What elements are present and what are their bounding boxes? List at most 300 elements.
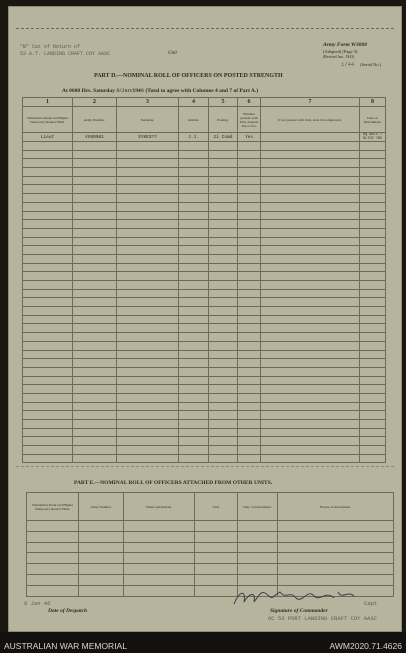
blank-cell — [79, 553, 124, 564]
blank-cell — [238, 150, 261, 159]
blank-cell — [209, 367, 238, 376]
blank-cell — [238, 168, 261, 177]
blank-cell — [209, 254, 238, 263]
blank-cell — [209, 341, 238, 350]
blank-table-row — [23, 185, 386, 194]
blank-cell — [209, 402, 238, 411]
blank-cell — [238, 542, 278, 553]
blank-cell — [360, 246, 386, 255]
blank-cell — [79, 574, 124, 585]
blank-table-row — [23, 150, 386, 159]
blank-cell — [360, 289, 386, 298]
blank-cell — [23, 359, 73, 368]
blank-table-row — [23, 376, 386, 385]
blank-cell — [360, 281, 386, 290]
blank-cell — [117, 298, 179, 307]
blank-cell — [209, 437, 238, 446]
blank-cell — [209, 272, 238, 281]
blank-cell — [179, 367, 209, 376]
blank-cell — [117, 168, 179, 177]
blank-cell — [117, 376, 179, 385]
blank-cell — [261, 228, 360, 237]
blank-cell — [179, 333, 209, 342]
blank-table-row — [23, 333, 386, 342]
blank-cell — [73, 211, 117, 220]
blank-table-row — [23, 367, 386, 376]
blank-cell — [23, 402, 73, 411]
blank-cell — [117, 393, 179, 402]
blank-cell — [238, 307, 261, 316]
blank-cell — [238, 263, 261, 272]
blank-cell — [23, 333, 73, 342]
blank-cell — [179, 185, 209, 194]
blank-cell — [238, 202, 261, 211]
blank-cell — [360, 411, 386, 420]
blank-cell — [117, 220, 179, 229]
blank-cell — [238, 420, 261, 429]
blank-cell — [261, 281, 360, 290]
blank-cell — [27, 574, 79, 585]
blank-cell — [360, 393, 386, 402]
blank-cell — [360, 367, 386, 376]
blank-cell — [73, 228, 117, 237]
blank-cell — [73, 359, 117, 368]
blank-cell — [195, 553, 238, 564]
col-number: 6 — [238, 98, 261, 107]
blank-table-row — [23, 393, 386, 402]
header-army-number: Army Number. — [73, 107, 117, 133]
header-attachment-nature: Nature of Attachment. — [278, 493, 394, 521]
blank-cell — [238, 446, 261, 455]
part-d-table — [22, 97, 386, 463]
header-surname: Surname. — [117, 107, 179, 133]
blank-cell — [73, 272, 117, 281]
blank-table-row — [23, 246, 386, 255]
blank-cell — [73, 411, 117, 420]
blank-table-row — [23, 402, 386, 411]
serial-label: (Serial No.) — [360, 62, 382, 67]
blank-cell — [278, 553, 394, 564]
blank-cell — [209, 411, 238, 420]
despatch-label: Date of Despatch — [48, 608, 88, 614]
blank-table-row — [23, 281, 386, 290]
blank-cell — [238, 237, 261, 246]
blank-cell — [278, 564, 394, 575]
blank-cell — [238, 393, 261, 402]
cell-surname: SYKES?? — [117, 133, 179, 142]
blank-cell — [117, 150, 179, 159]
blank-table-row — [23, 254, 386, 263]
blank-cell — [73, 376, 117, 385]
blank-cell — [209, 307, 238, 316]
cell-posting: 2i Comd — [209, 133, 238, 142]
blank-cell — [238, 194, 261, 203]
blank-cell — [179, 289, 209, 298]
blank-cell — [360, 211, 386, 220]
blank-table-row — [23, 202, 386, 211]
blank-cell — [238, 367, 261, 376]
blank-cell — [73, 150, 117, 159]
blank-cell — [124, 574, 195, 585]
blank-cell — [261, 385, 360, 394]
blank-table-row — [23, 298, 386, 307]
blank-cell — [23, 272, 73, 281]
blank-cell — [209, 142, 238, 151]
col-number: 3 — [117, 98, 179, 107]
blank-cell — [209, 237, 238, 246]
blank-cell — [23, 150, 73, 159]
blank-cell — [209, 315, 238, 324]
blank-cell — [238, 376, 261, 385]
unit-label: Unit — [168, 51, 177, 56]
blank-cell — [23, 220, 73, 229]
blank-cell — [23, 315, 73, 324]
blank-cell — [209, 202, 238, 211]
blank-cell — [117, 211, 179, 220]
blank-cell — [179, 324, 209, 333]
blank-cell — [23, 289, 73, 298]
blank-cell — [73, 289, 117, 298]
blank-cell — [261, 350, 360, 359]
part-e-table — [26, 492, 394, 597]
blank-cell — [209, 454, 238, 463]
blank-table-row — [23, 228, 386, 237]
blank-table-row — [23, 159, 386, 168]
blank-cell — [238, 185, 261, 194]
blank-cell — [124, 553, 195, 564]
blank-cell — [27, 531, 79, 542]
blank-table-row — [23, 220, 386, 229]
blank-cell — [179, 402, 209, 411]
blank-cell — [179, 385, 209, 394]
cell-army-number: VX00081 — [73, 133, 117, 142]
blank-cell — [261, 211, 360, 220]
blank-cell — [79, 531, 124, 542]
blank-cell — [79, 542, 124, 553]
blank-cell — [179, 359, 209, 368]
blank-cell — [261, 393, 360, 402]
blank-cell — [209, 211, 238, 220]
blank-cell — [117, 194, 179, 203]
blank-cell — [117, 428, 179, 437]
blank-cell — [261, 315, 360, 324]
blank-cell — [117, 350, 179, 359]
blank-cell — [238, 211, 261, 220]
blank-cell — [73, 437, 117, 446]
blank-cell — [117, 411, 179, 420]
blank-cell — [73, 202, 117, 211]
caption-bar — [0, 632, 406, 653]
blank-cell — [238, 564, 278, 575]
blank-cell — [209, 376, 238, 385]
blank-cell — [179, 142, 209, 151]
blank-cell — [179, 376, 209, 385]
blank-cell — [209, 246, 238, 255]
blank-cell — [73, 385, 117, 394]
blank-cell — [238, 159, 261, 168]
blank-cell — [179, 272, 209, 281]
serial-value: 1/44 — [341, 61, 355, 68]
form-name: Army Form W3008 — [323, 42, 367, 48]
col-number: 1 — [23, 98, 73, 107]
blank-cell — [278, 574, 394, 585]
blank-cell — [360, 402, 386, 411]
col-number: 2 — [73, 98, 117, 107]
blank-cell — [179, 341, 209, 350]
unit-name: 53 A.T. LANDING CRAFT COY AASC — [20, 51, 111, 57]
blank-cell — [73, 428, 117, 437]
despatch-date: 8 Jan 46 — [24, 600, 51, 607]
blank-cell — [23, 307, 73, 316]
blank-cell — [73, 393, 117, 402]
blank-cell — [209, 289, 238, 298]
blank-cell — [73, 185, 117, 194]
blank-cell — [261, 454, 360, 463]
blank-cell — [360, 454, 386, 463]
blank-table-row — [23, 420, 386, 429]
blank-cell — [195, 531, 238, 542]
blank-cell — [73, 246, 117, 255]
blank-cell — [209, 150, 238, 159]
blank-cell — [360, 272, 386, 281]
blank-cell — [23, 446, 73, 455]
blank-table-row — [23, 211, 386, 220]
blank-cell — [360, 333, 386, 342]
blank-cell — [73, 446, 117, 455]
blank-cell — [278, 531, 394, 542]
blank-cell — [179, 150, 209, 159]
blank-cell — [261, 428, 360, 437]
blank-cell — [73, 367, 117, 376]
blank-cell — [360, 307, 386, 316]
blank-cell — [360, 254, 386, 263]
blank-table-row — [23, 341, 386, 350]
blank-cell — [209, 281, 238, 290]
blank-cell — [261, 333, 360, 342]
header-present: Whether present with Unit. Answer Yes or No. — [238, 107, 261, 133]
blank-cell — [117, 385, 179, 394]
cell-detachment-date: HQ ARTS ?OL?CE ?65 — [360, 133, 386, 142]
blank-cell — [73, 237, 117, 246]
blank-cell — [117, 176, 179, 185]
blank-cell — [195, 542, 238, 553]
blank-cell — [117, 185, 179, 194]
blank-cell — [23, 142, 73, 151]
blank-cell — [27, 553, 79, 564]
col-number: 4 — [179, 98, 209, 107]
blank-cell — [195, 521, 238, 532]
blank-cell — [73, 324, 117, 333]
blank-cell — [23, 376, 73, 385]
blank-cell — [179, 420, 209, 429]
blank-table-row — [23, 237, 386, 246]
blank-cell — [195, 574, 238, 585]
blank-cell — [261, 367, 360, 376]
blank-cell — [261, 185, 360, 194]
blank-cell — [261, 150, 360, 159]
blank-cell — [238, 254, 261, 263]
blank-table-row — [23, 194, 386, 203]
blank-table-row — [27, 521, 394, 532]
blank-cell — [278, 542, 394, 553]
commander-signature — [230, 586, 370, 610]
blank-cell — [209, 324, 238, 333]
blank-cell — [79, 564, 124, 575]
blank-cell — [238, 333, 261, 342]
header-posting: Posting. — [209, 107, 238, 133]
blank-cell — [238, 281, 261, 290]
blank-table-row — [23, 272, 386, 281]
blank-cell — [117, 281, 179, 290]
blank-cell — [73, 402, 117, 411]
blank-cell — [117, 272, 179, 281]
blank-cell — [117, 263, 179, 272]
cell-present: Yes — [238, 133, 261, 142]
blank-table-row — [23, 428, 386, 437]
blank-cell — [360, 446, 386, 455]
header-name-initials: Name and Initials. — [124, 493, 195, 521]
blank-cell — [261, 159, 360, 168]
blank-cell — [27, 521, 79, 532]
blank-cell — [73, 220, 117, 229]
blank-cell — [73, 168, 117, 177]
blank-cell — [238, 176, 261, 185]
blank-cell — [238, 142, 261, 151]
blank-cell — [238, 289, 261, 298]
unit-prefix: "B" Cat of Return of — [20, 44, 81, 50]
blank-cell — [23, 420, 73, 429]
blank-cell — [179, 228, 209, 237]
blank-cell — [238, 428, 261, 437]
blank-cell — [238, 402, 261, 411]
blank-cell — [73, 315, 117, 324]
blank-cell — [261, 237, 360, 246]
blank-cell — [117, 142, 179, 151]
blank-cell — [117, 254, 179, 263]
blank-cell — [238, 454, 261, 463]
blank-cell — [261, 254, 360, 263]
blank-cell — [209, 393, 238, 402]
blank-table-row — [23, 411, 386, 420]
blank-cell — [209, 298, 238, 307]
blank-cell — [23, 350, 73, 359]
blank-cell — [23, 428, 73, 437]
caption-left: AUSTRALIAN WAR MEMORIAL — [4, 641, 127, 651]
blank-cell — [261, 168, 360, 177]
blank-cell — [360, 220, 386, 229]
blank-cell — [238, 385, 261, 394]
blank-cell — [209, 385, 238, 394]
blank-table-row — [27, 574, 394, 585]
part-d-title: PART D.—NOMINAL ROLL OF OFFICERS ON POSTED STRENGTH — [94, 73, 283, 79]
blank-cell — [179, 281, 209, 290]
blank-table-row — [23, 437, 386, 446]
blank-cell — [23, 185, 73, 194]
section-divider — [16, 466, 394, 467]
col-number: 5 — [209, 98, 238, 107]
blank-cell — [179, 220, 209, 229]
blank-cell — [209, 159, 238, 168]
blank-cell — [360, 420, 386, 429]
blank-table-row — [23, 168, 386, 177]
blank-cell — [238, 220, 261, 229]
blank-cell — [179, 446, 209, 455]
blank-cell — [360, 194, 386, 203]
blank-cell — [360, 341, 386, 350]
blank-cell — [209, 220, 238, 229]
blank-cell — [238, 531, 278, 542]
blank-cell — [117, 202, 179, 211]
header-detachment-date: Date of Detachment. — [360, 107, 386, 133]
blank-cell — [179, 454, 209, 463]
blank-cell — [23, 176, 73, 185]
blank-cell — [261, 307, 360, 316]
blank-cell — [238, 553, 278, 564]
perforation-line — [16, 28, 394, 29]
blank-cell — [124, 542, 195, 553]
blank-cell — [261, 324, 360, 333]
blank-cell — [209, 168, 238, 177]
blank-cell — [23, 254, 73, 263]
blank-cell — [209, 420, 238, 429]
blank-cell — [179, 428, 209, 437]
blank-cell — [278, 521, 394, 532]
blank-cell — [261, 220, 360, 229]
blank-cell — [179, 315, 209, 324]
blank-cell — [179, 246, 209, 255]
blank-cell — [73, 298, 117, 307]
blank-cell — [209, 228, 238, 237]
blank-cell — [261, 142, 360, 151]
blank-cell — [238, 315, 261, 324]
header-employed: If not present with Unit, state how employed. — [261, 107, 360, 133]
blank-cell — [261, 420, 360, 429]
blank-cell — [238, 437, 261, 446]
blank-cell — [261, 359, 360, 368]
blank-cell — [23, 168, 73, 177]
blank-table-row — [23, 446, 386, 455]
blank-cell — [238, 574, 278, 585]
blank-cell — [238, 341, 261, 350]
blank-cell — [360, 176, 386, 185]
col-number: 7 — [261, 98, 360, 107]
blank-cell — [179, 159, 209, 168]
blank-cell — [117, 289, 179, 298]
blank-cell — [117, 307, 179, 316]
blank-cell — [261, 437, 360, 446]
blank-cell — [117, 420, 179, 429]
blank-cell — [238, 298, 261, 307]
signature-label: Signature of Commander — [270, 608, 328, 614]
blank-cell — [73, 333, 117, 342]
blank-cell — [360, 142, 386, 151]
blank-cell — [179, 176, 209, 185]
blank-cell — [73, 254, 117, 263]
blank-cell — [209, 176, 238, 185]
blank-cell — [124, 531, 195, 542]
blank-table-row — [23, 307, 386, 316]
blank-cell — [23, 411, 73, 420]
blank-table-row — [23, 289, 386, 298]
blank-cell — [195, 564, 238, 575]
blank-cell — [23, 159, 73, 168]
blank-cell — [261, 176, 360, 185]
blank-cell — [27, 542, 79, 553]
blank-table-row — [23, 142, 386, 151]
blank-cell — [23, 263, 73, 272]
blank-cell — [73, 281, 117, 290]
blank-cell — [179, 307, 209, 316]
